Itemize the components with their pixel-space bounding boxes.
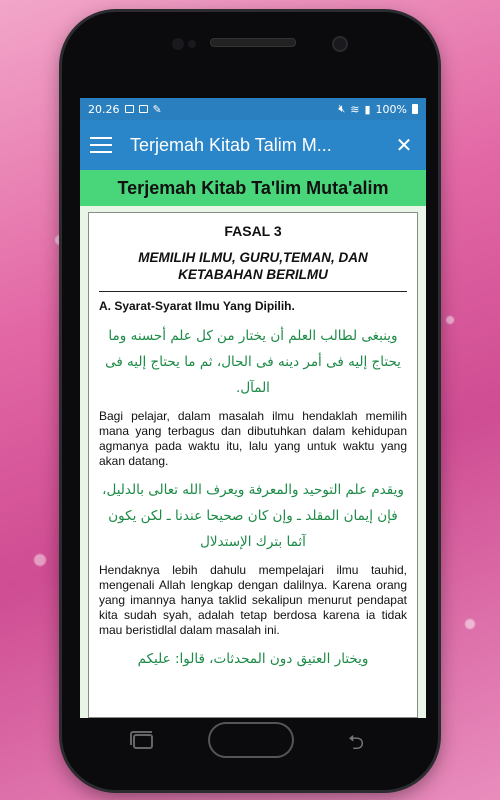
battery-icon: [412, 104, 418, 114]
book-title-banner: Terjemah Kitab Ta'lim Muta'alim: [80, 170, 426, 206]
wifi-icon: ≋: [350, 102, 360, 116]
translation-paragraph-2: Hendaknya lebih dahulu mempelajari ilmu tauhid, mengenali Allah lengkap dengan dalilnya. Karena orang yang imannya hanya taklid sekalipun menurut pendapat kita sudah syah, adalah tetap berdosa karena ia tidak mau beristidlal dalam masalah ini.: [99, 563, 407, 637]
screen: [80, 98, 426, 718]
divider: [99, 291, 407, 292]
earpiece-speaker: [210, 38, 296, 47]
translation-paragraph-1: Bagi pelajar, dalam masalah ilmu hendaklah memilih mana yang terbagus dan dibutuhkan dalam kehidupan agmanya pada waktu itu, lalu yang untuk waktu yang akan datang.: [99, 409, 407, 468]
tools-notification-icon: ✎: [152, 102, 162, 116]
chapter-title: FASAL 3: [224, 223, 282, 239]
chapter-subtitle: MEMILIH ILMU, GURU,TEMAN, DAN KETABAHAN BERILMU: [138, 250, 368, 282]
status-time: 20.26: [88, 102, 120, 116]
home-button[interactable]: [208, 722, 294, 758]
recent-apps-icon[interactable]: [133, 734, 153, 749]
app-bar: [80, 120, 426, 170]
image-notification-icon: [125, 105, 134, 113]
back-arrow-icon[interactable]: ⮌: [348, 730, 365, 754]
status-bar: [80, 98, 426, 120]
text-page[interactable]: [88, 212, 418, 718]
arabic-text-2: ويقدم علم التوحيد والمعرفة ويعرف الله تعالى بالدليل، فإن إيمان المقلد ـ وإن كان صحيحا عندنا ـ لكن يكون آثما بترك الإستدلال: [102, 482, 404, 550]
front-sensor-icon: [172, 38, 184, 50]
arabic-text-3: ويختار العتيق دون المحدثات، قالوا: عليكم: [137, 651, 369, 667]
section-heading: A. Syarat-Syarat Ilmu Yang Dipilih.: [99, 299, 295, 313]
close-icon[interactable]: ✕: [395, 133, 413, 157]
gallery-notification-icon: [139, 105, 148, 113]
proximity-sensor-icon: [188, 40, 196, 48]
battery-text: 100%: [375, 102, 407, 116]
content-area[interactable]: [80, 206, 426, 718]
signal-icon: ▮: [364, 102, 371, 116]
app-title: Terjemah Kitab Talim M...: [130, 134, 332, 155]
mute-icon: 🔇︎: [338, 102, 346, 115]
front-camera-icon: [332, 36, 348, 52]
hamburger-menu-icon[interactable]: [90, 137, 112, 153]
arabic-text-1: وينبغى لطالب العلم أن يختار من كل علم أحسنه وما يحتاج إليه فى أمر دينه فى الحال، ثم ما يحتاج إليه فى المآل.: [105, 328, 401, 396]
